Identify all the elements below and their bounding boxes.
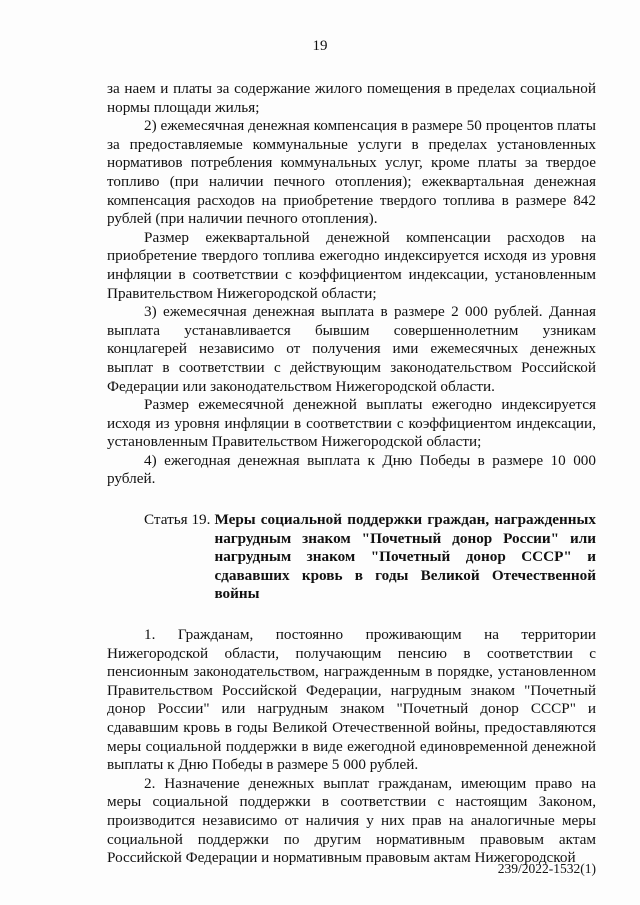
document-footer-code: 239/2022-1532(1) — [497, 861, 596, 876]
paragraph-payment-indexation: Размер ежемесячной денежной выплаты ежегодно индексируется исходя из уровня инфляции в соответствии с коэффициентом индексации, установленным Правительством Нижегородской области; — [107, 396, 596, 451]
article-title: Меры социальной поддержки граждан, награжденных нагрудным знаком "Почетный донор России" или нагрудным знаком "Почетный донор СССР" и сдававших кровь в годы Великой Отечественной войны — [214, 511, 596, 603]
article-label: Статья 19. — [144, 511, 211, 529]
paragraph-item-3: 3) ежемесячная денежная выплата в размере 2 000 рублей. Данная выплата устанавливается бывшим совершеннолетним узникам концлагерей независимо от получения ими ежемесячных денежных выплат в соответствии с действующим законодательством Российской Федерации или законодательством Нижегородской области. — [107, 303, 596, 395]
document-body — [107, 80, 596, 868]
paragraph-item-2: 2) ежемесячная денежная компенсация в размере 50 процентов платы за предоставляемые коммунальные услуги в пределах установленных нормативов потребления коммунальных услуг, кроме платы за твердое топливо (при наличии печного отопления); ежеквартальная денежная компенсация расходов на приобретение твердого топлива в размере 842 рублей (при наличии печного отопления). — [107, 117, 596, 228]
paragraph-item-4: 4) ежегодная денежная выплата к Дню Победы в размере 10 000 рублей. — [107, 451, 596, 488]
article-heading — [107, 511, 596, 604]
paragraph-housing-continuation: за наем и платы за содержание жилого помещения в пределах социальной нормы площади жилья; — [107, 80, 596, 116]
paragraph-article-19-part-2: 2. Назначение денежных выплат гражданам, имеющим право на меры социальной поддержки в соответствии с настоящим Законом, производится независимо от наличия у них прав на аналогичные меры социальной поддержки по другим нормативным правовым актам Российской Федерации и нормативным правовым актам Нижегородской — [107, 774, 596, 867]
paragraph-fuel-indexation: Размер ежеквартальной денежной компенсации расходов на приобретение твердого топлива ежегодно индексируется исходя из уровня инфляции в соответствии с коэффициентом индексации, установленным Правительством Нижегородской области; — [107, 228, 596, 302]
page-number: 19 — [312, 38, 328, 54]
paragraph-article-19-part-1: 1. Гражданам, постоянно проживающим на территории Нижегородской области, получающим пенсию в соответствии с пенсионным законодательством, награжденным в порядке, установленном Правительством Российской Федерации, нагрудным знаком "Почетный донор России" или нагрудным знаком "Почетный донор СССР" и сдававшим кровь в годы Великой Отечественной войны, предоставляются меры социальной поддержки в виде ежегодной единовременной денежной выплаты к Дню Победы в размере 5 000 рублей. — [107, 626, 596, 774]
